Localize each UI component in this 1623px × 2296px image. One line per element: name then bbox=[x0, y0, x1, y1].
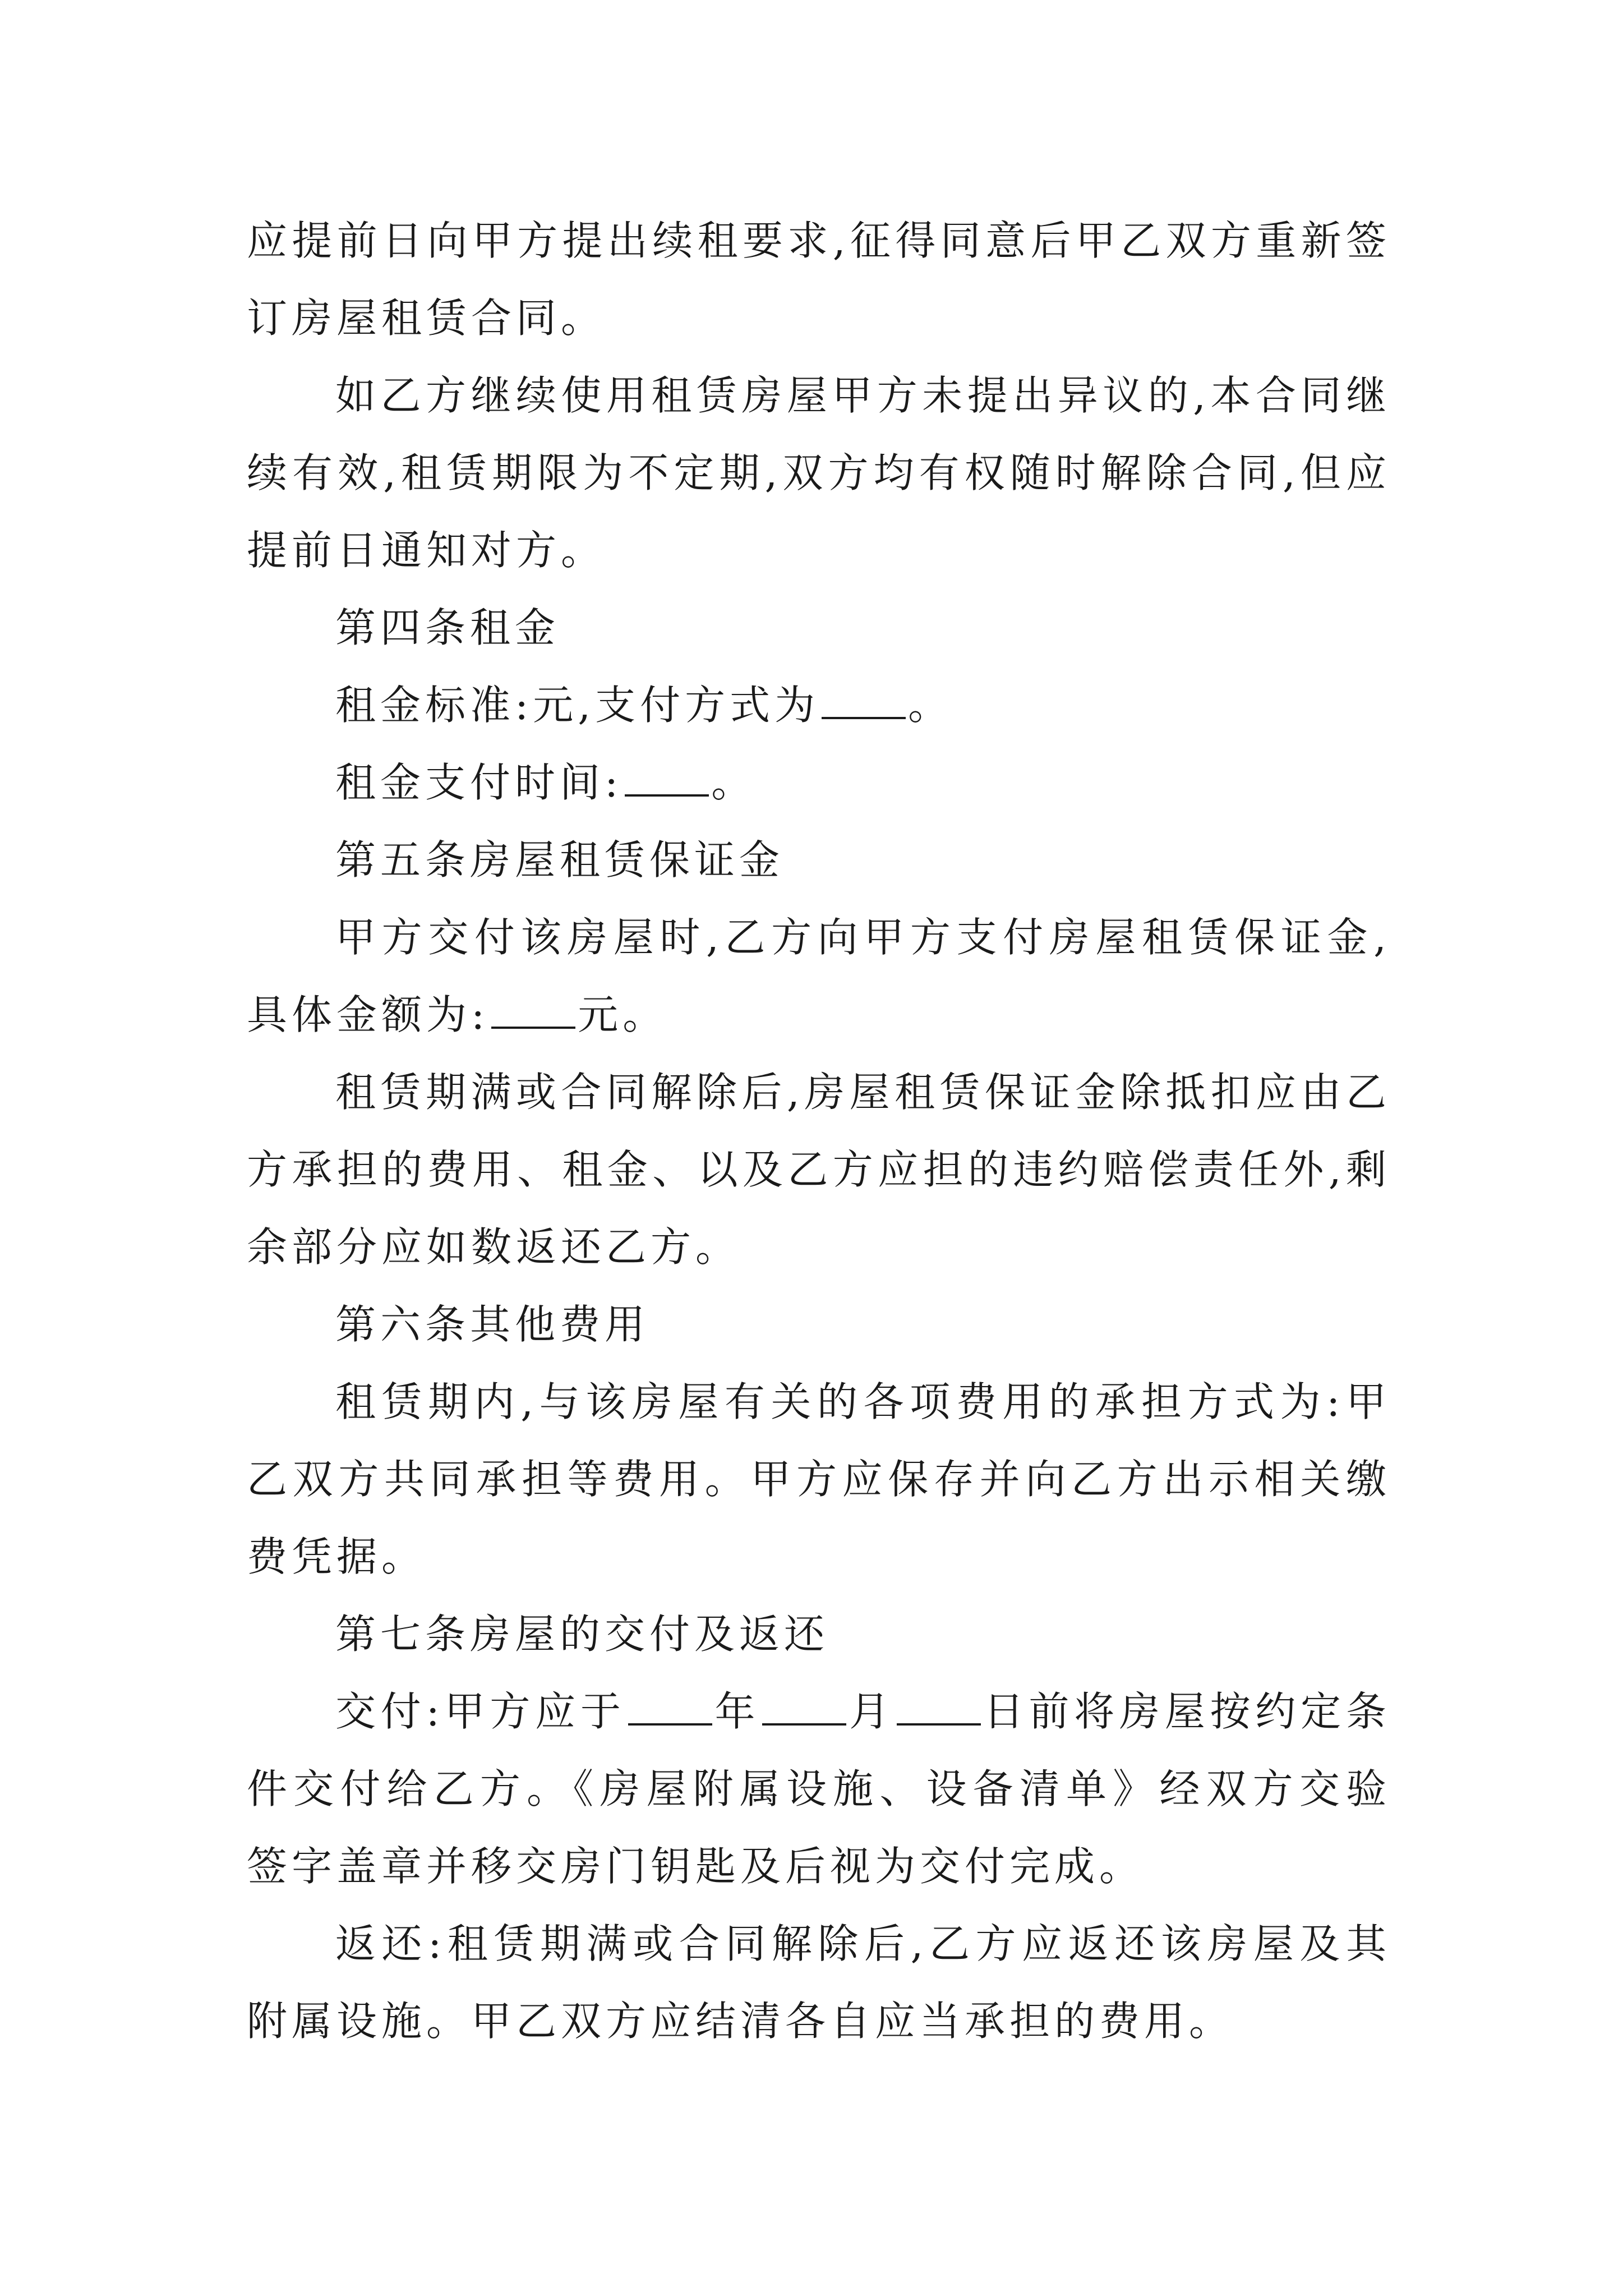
rent-time-text: 租金支付时间: bbox=[335, 759, 623, 806]
rent-standard-text: 租金标准:元,支付方式为 bbox=[335, 682, 820, 729]
contract-text bbox=[247, 202, 1391, 2060]
delivery-text: 交付:甲方应于 bbox=[335, 1688, 626, 1735]
rent-time-end: 。 bbox=[711, 759, 757, 806]
deposit-amount-blank bbox=[491, 993, 575, 1029]
payment-method-blank bbox=[822, 683, 906, 719]
day-blank bbox=[897, 1690, 981, 1726]
rent-time-blank bbox=[625, 761, 709, 797]
year-label: 年 bbox=[714, 1688, 760, 1735]
paragraph-continued-use: 如乙方继续使用租赁房屋甲方未提出异议的,本合同继续有效,租赁期限为不定期,双方均有权随时解除合同,但应提前日通知对方。 bbox=[247, 372, 1391, 574]
paragraph-rent-time bbox=[247, 744, 1391, 821]
paragraph-deposit bbox=[247, 899, 1391, 1053]
paragraph-rent-standard bbox=[247, 666, 1391, 744]
heading-article-7: 第七条房屋的交付及返还 bbox=[335, 1611, 829, 1658]
month-blank bbox=[762, 1690, 846, 1726]
deposit-text: 甲方交付该房屋时,乙方向甲方支付房屋租赁保证金,具体金额为: bbox=[247, 914, 1391, 1038]
year-blank bbox=[628, 1690, 712, 1726]
paragraph-return: 返还:租赁期满或合同解除后,乙方应返还该房屋及其附属设施。甲乙双方应结清各自应当承担的费用。 bbox=[247, 1920, 1391, 2045]
heading-article-5: 第五条房屋租赁保证金 bbox=[335, 836, 785, 884]
paragraph-delivery bbox=[247, 1673, 1391, 1905]
paragraph-deposit-return: 租赁期满或合同解除后,房屋租赁保证金除抵扣应由乙方承担的费用、租金、以及乙方应担的违约赔偿责任外,剩余部分应如数返还乙方。 bbox=[247, 1069, 1391, 1271]
deposit-end: 元。 bbox=[578, 991, 668, 1038]
heading-article-6: 第六条其他费用 bbox=[335, 1301, 650, 1348]
month-label: 月 bbox=[849, 1688, 895, 1735]
heading-article-4: 第四条租金 bbox=[335, 604, 560, 651]
delivery-rest: 日前将房屋按约定条件交付给乙方。《房屋附属设施、设备清单》经双方交验签字盖章并移交房门钥匙及后视为交付完成。 bbox=[247, 1688, 1391, 1890]
paragraph-other-fees: 租赁期内,与该房屋有关的各项费用的承担方式为:甲乙双方共同承担等费用。甲方应保存并向乙方出示相关缴费凭据。 bbox=[247, 1378, 1391, 1580]
paragraph-renewal-request: 应提前日向甲方提出续租要求,征得同意后甲乙双方重新签订房屋租赁合同。 bbox=[247, 217, 1391, 342]
rent-standard-end: 。 bbox=[908, 682, 953, 729]
